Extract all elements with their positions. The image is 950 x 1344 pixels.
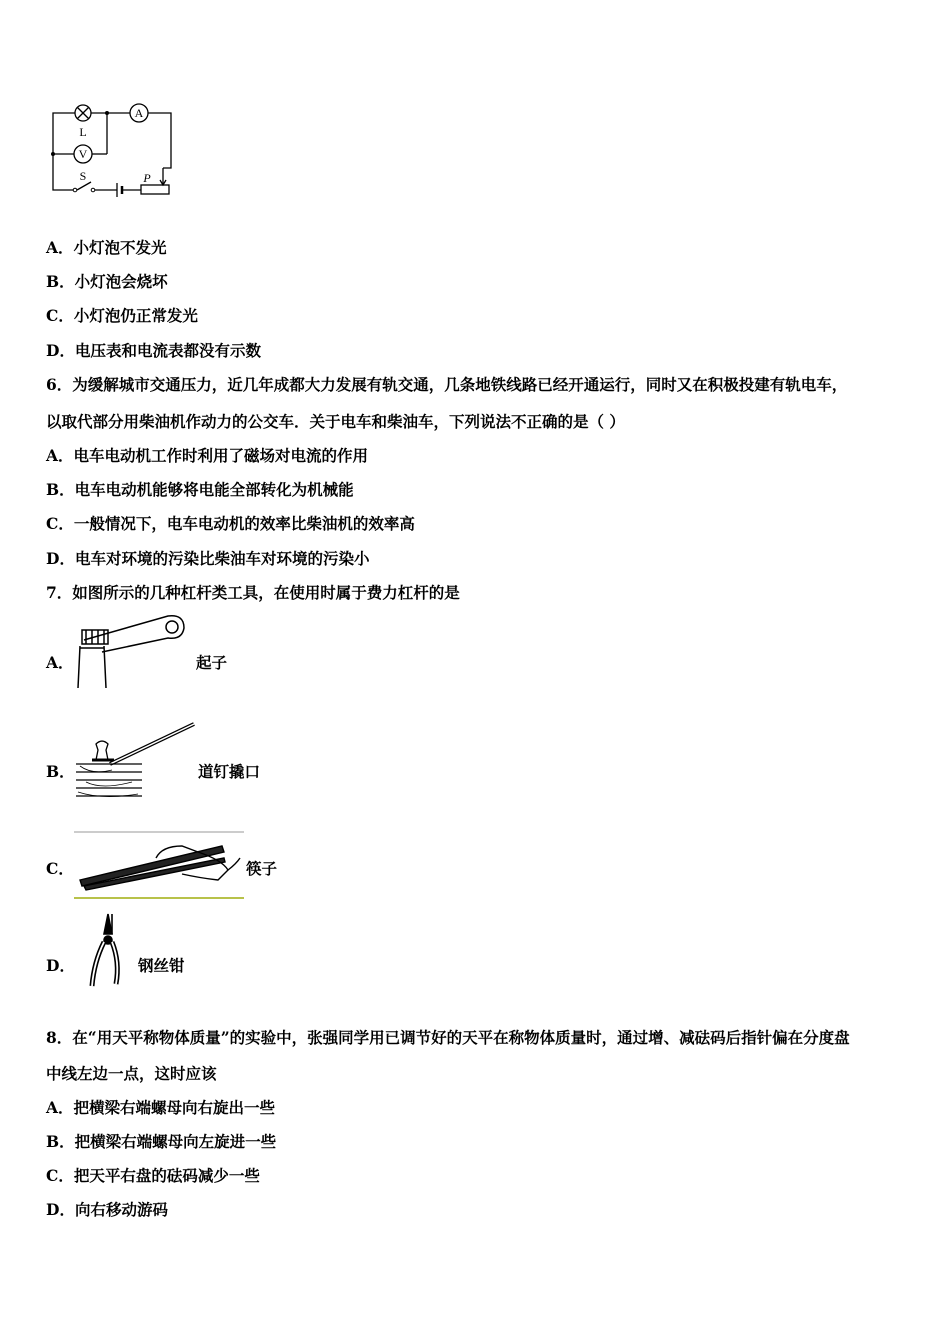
q6-stem-line2: 以取代部分用柴油机作动力的公交车．关于电车和柴油车，下列说法不正确的是（ ） bbox=[46, 412, 625, 431]
q7-option-c-letter: C． bbox=[46, 859, 74, 878]
q6-option-d: D．电车对环境的污染比柴油车对环境的污染小 bbox=[46, 549, 370, 568]
circuit-diagram bbox=[45, 98, 180, 198]
q7-option-a-name: 起子 bbox=[196, 653, 228, 672]
q8-option-a: A．把横梁右端螺母向右旋出一些 bbox=[46, 1098, 276, 1117]
q7-option-b-letter: B． bbox=[46, 762, 75, 781]
lamp-label: L bbox=[79, 125, 87, 139]
q7-option-d-name: 钢丝钳 bbox=[138, 956, 185, 975]
q7-stem: 7．如图所示的几种杠杆类工具，在使用时属于费力杠杆的是 bbox=[46, 583, 460, 602]
q5-option-a: A．小灯泡不发光 bbox=[46, 238, 167, 257]
voltmeter-label: V bbox=[78, 147, 88, 161]
q5-option-b: B．小灯泡会烧坏 bbox=[46, 272, 168, 291]
q7-option-a-letter: A． bbox=[46, 653, 74, 672]
q8-stem-line2: 中线左边一点，这时应该 bbox=[46, 1064, 217, 1083]
q7-option-c-name: 筷子 bbox=[246, 859, 278, 878]
ammeter-label: A bbox=[134, 106, 144, 120]
switch-label: S bbox=[79, 169, 87, 183]
q8-option-c: C．把天平右盘的砝码减少一些 bbox=[46, 1166, 260, 1185]
q6-option-a: A．电车电动机工作时利用了磁场对电流的作用 bbox=[46, 446, 369, 465]
q7-option-d-letter: D． bbox=[46, 956, 75, 975]
q6-option-b: B．电车电动机能够将电能全部转化为机械能 bbox=[46, 480, 354, 499]
q8-option-b: B．把横梁右端螺母向左旋进一些 bbox=[46, 1132, 277, 1151]
q8-stem-line1: 8．在“用天平称物体质量”的实验中，张强同学用已调节好的天平在称物体质量时，通过增、减砝码后指针偏在分度盘 bbox=[46, 1028, 850, 1047]
spike-crowbar-image bbox=[72, 720, 202, 806]
q8-option-d: D．向右移动游码 bbox=[46, 1200, 168, 1219]
bottle-opener-image bbox=[72, 612, 187, 688]
q7-option-b-name: 道钉撬口 bbox=[198, 762, 261, 781]
chopsticks-image bbox=[72, 828, 248, 902]
q6-stem-line1: 6．为缓解城市交通压力，近几年成都大力发展有轨交通，几条地铁线路已经开通运行，同时又在积极投建有轨电车， bbox=[46, 375, 848, 394]
pliers-image bbox=[86, 912, 130, 990]
q5-option-c: C．小灯泡仍正常发光 bbox=[46, 306, 198, 325]
q5-option-d: D．电压表和电流表都没有示数 bbox=[46, 341, 261, 360]
slider-label: P bbox=[143, 171, 151, 185]
q6-option-c: C．一般情况下，电车电动机的效率比柴油机的效率高 bbox=[46, 514, 415, 533]
